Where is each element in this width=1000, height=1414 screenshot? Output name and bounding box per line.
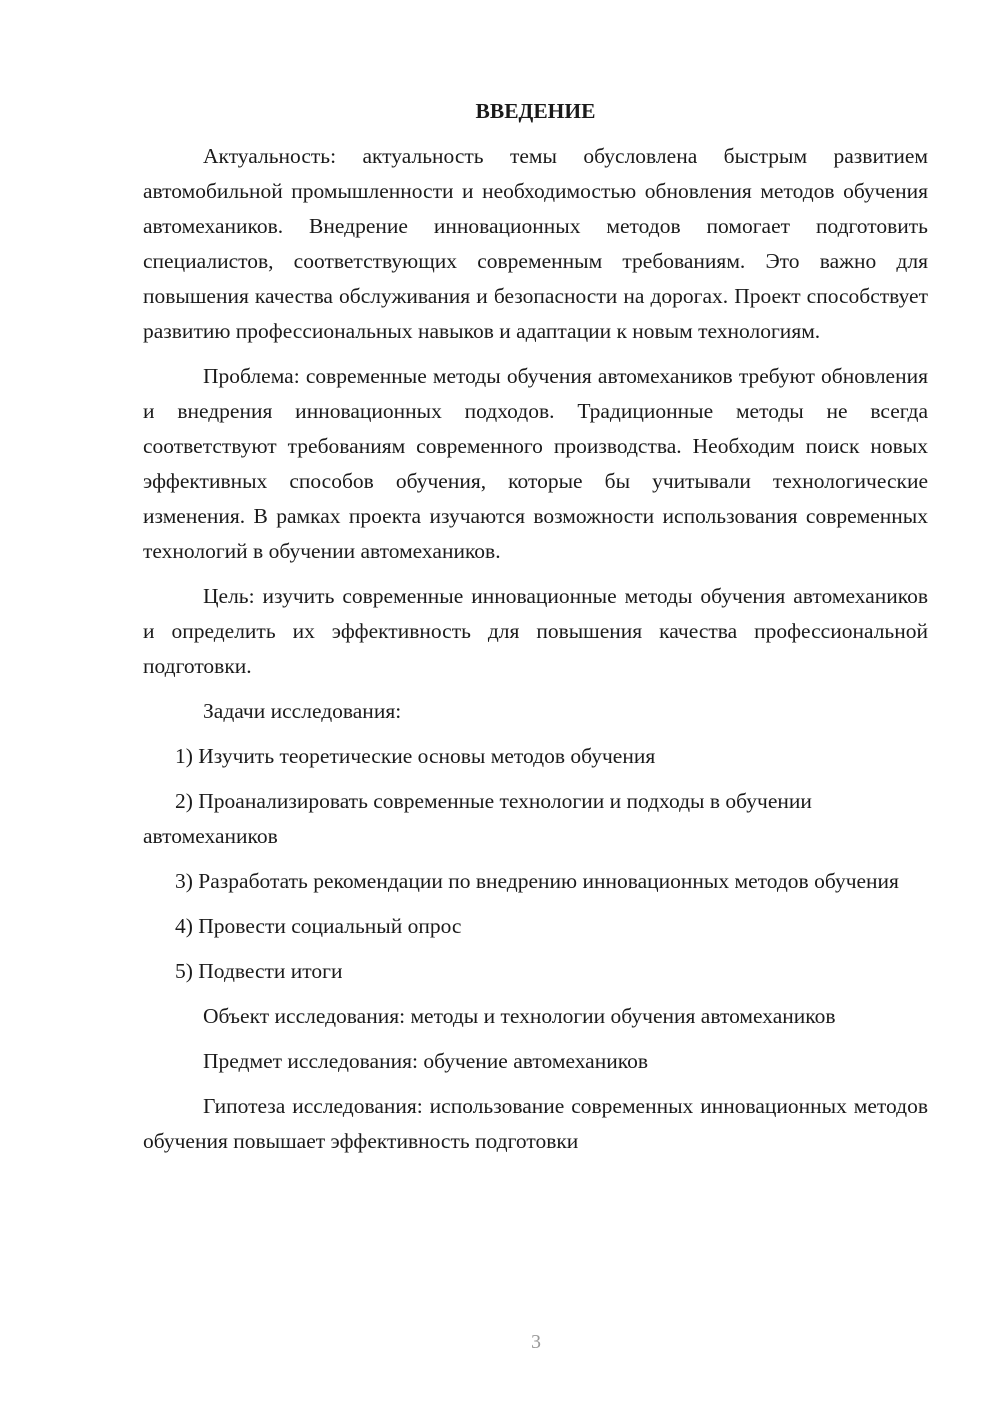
hypothesis-paragraph: Гипотеза исследования: использование современных инновационных методов обучения повышает эффективность подготовки <box>143 1094 928 1153</box>
task-item-2: 2) Проанализировать современные технологии и подходы в обучении автомехаников <box>143 789 812 848</box>
subject-paragraph: Предмет исследования: обучение автомехаников <box>203 1049 648 1073</box>
goal-paragraph: Цель: изучить современные инновационные методы обучения автомехаников и определить их эффективность для повышения качества профессиональной подготовки. <box>143 584 928 678</box>
problem-paragraph: Проблема: современные методы обучения автомехаников требуют обновления и внедрения инновационных подходов. Традиционные методы не всегда соответствуют требованиям современного производства. Необходим поиск новых эффективных способов обучения, которые бы учитывали технологические изменения. В рамках проекта изучаются возможности использования современных технологий в обучении автомехаников. <box>143 364 928 563</box>
relevance-paragraph: Актуальность: актуальность темы обусловлена быстрым развитием автомобильной промышленности и необходимостью обновления методов обучения автомехаников. Внедрение инновационных методов помогает подготовить специалистов, соответствующих современным требованиям. Это важно для повышения качества обслуживания и безопасности на дорогах. Проект способствует развитию профессиональных навыков и адаптации к новым технологиям. <box>143 144 928 343</box>
object-paragraph: Объект исследования: методы и технологии обучения автомехаников <box>203 1004 836 1028</box>
task-item-1: 1) Изучить теоретические основы методов обучения <box>175 744 656 768</box>
page-content <box>143 94 928 1159</box>
task-item-4: 4) Провести социальный опрос <box>175 914 462 938</box>
task-item-3: 3) Разработать рекомендации по внедрению инновационных методов обучения <box>175 869 899 893</box>
page-title: ВВЕДЕНИЕ <box>475 99 596 123</box>
page-number: 3 <box>531 1331 541 1353</box>
task-item-5: 5) Подвести итоги <box>175 959 343 983</box>
tasks-heading: Задачи исследования: <box>203 699 402 723</box>
